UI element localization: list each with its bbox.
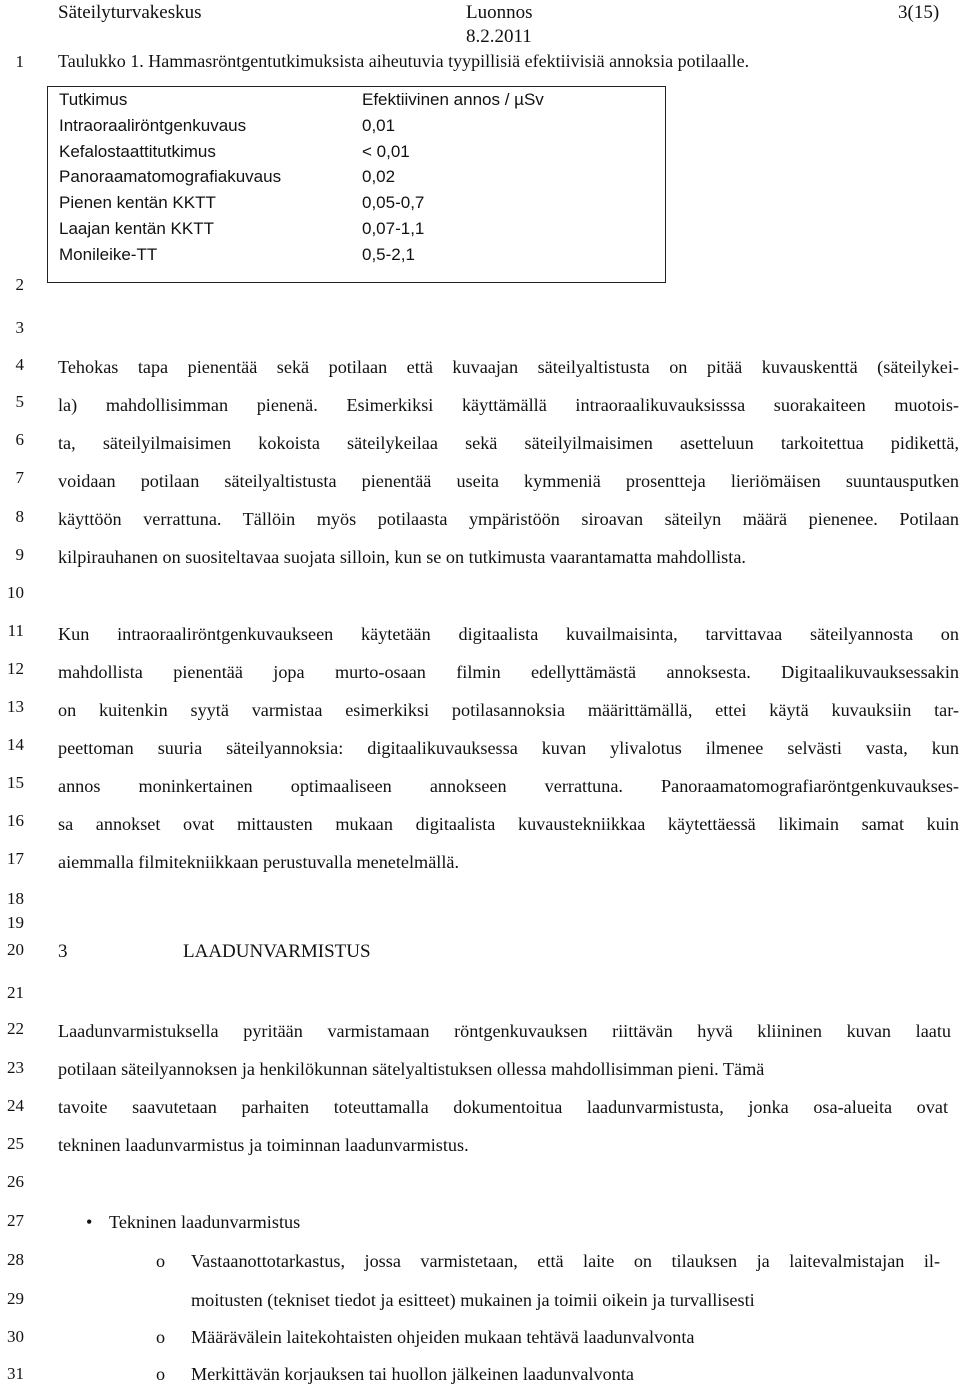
line-number: 20 bbox=[7, 940, 24, 959]
bullet-marker: • bbox=[86, 1212, 93, 1232]
sub-list-item: Merkittävän korjauksen tai huollon jälkeinen laadunvalvonta bbox=[191, 1364, 634, 1384]
line-number: 22 bbox=[7, 1019, 24, 1038]
line-number: 10 bbox=[7, 583, 24, 602]
line-number: 18 bbox=[7, 889, 24, 908]
line-number: 16 bbox=[7, 811, 24, 830]
line-number: 25 bbox=[7, 1134, 24, 1153]
line-number: 27 bbox=[7, 1211, 24, 1230]
line-number: 13 bbox=[7, 697, 24, 716]
line-number: 17 bbox=[7, 849, 24, 868]
paragraph-line: potilaan säteilyannoksen ja henkilökunnan sätelyaltistuksen ollessa mahdollisimman pieni. Tämä bbox=[58, 1059, 765, 1079]
line-number: 5 bbox=[15, 392, 24, 411]
line-number: 28 bbox=[7, 1250, 24, 1269]
table-caption: Taulukko 1. Hammasröntgentutkimuksista aiheutuvia tyypillisiä efektiivisiä annoksia potilaalle. bbox=[58, 51, 750, 71]
table-cell: Monileike-TT bbox=[59, 244, 158, 264]
table-row bbox=[48, 242, 666, 282]
paragraph-line: ta, säteilyilmaisimen kokoista säteilykeilaa sekä säteilyilmaisimen asetteluun tarkoitettua pidikettä, bbox=[58, 433, 959, 453]
line-number: 21 bbox=[7, 983, 24, 1002]
table-row bbox=[48, 164, 666, 190]
table-cell: 0,02 bbox=[362, 167, 396, 187]
line-number: 30 bbox=[7, 1327, 24, 1346]
sub-bullet-marker: o bbox=[156, 1364, 166, 1384]
line-number: 9 bbox=[15, 545, 24, 564]
paragraph-line: Tehokas tapa pienentää sekä potilaan että kuvaajan säteilyaltistusta on pitää kuvauskenttä (säteilykei- bbox=[58, 357, 959, 377]
table-cell: 0,07-1,1 bbox=[362, 218, 425, 238]
paragraph-line: tekninen laadunvarmistus ja toiminnan laadunvarmistus. bbox=[58, 1135, 469, 1155]
paragraph-line: annos moninkertainen optimaaliseen annokseen verrattuna. Panoraamatomografiaröntgenkuvaukses- bbox=[58, 776, 959, 796]
line-number: 1 bbox=[15, 52, 24, 71]
sub-bullet-marker: o bbox=[156, 1251, 166, 1271]
line-number: 12 bbox=[7, 659, 24, 678]
sub-bullet-marker: o bbox=[156, 1327, 166, 1347]
line-number: 2 bbox=[15, 275, 24, 294]
table-header-cell: Efektiivinen annos / µSv bbox=[362, 90, 544, 109]
header-status: Luonnos bbox=[466, 2, 533, 23]
paragraph-line: tavoite saavutetaan parhaiten toteuttamalla dokumentoitua laadunvarmistusta, jonka osa-alueita ovat bbox=[58, 1097, 948, 1117]
table-cell: Kefalostaattitutkimus bbox=[59, 141, 216, 161]
paragraph-line: voidaan potilaan säteilyaltistusta pienentää useita kymmeniä prosentteja lieriömäisen suuntausputken bbox=[58, 471, 959, 491]
table-cell: 0,5-2,1 bbox=[362, 244, 415, 264]
section-number: 3 bbox=[58, 941, 68, 962]
sub-list-item: moitusten (tekniset tiedot ja esitteet) mukainen ja toimii oikein ja turvallisesti bbox=[191, 1290, 755, 1310]
line-number: 26 bbox=[7, 1172, 24, 1191]
paragraph-line: la) mahdollisimman pienenä. Esimerkiksi käyttämällä intraoraalikuvauksisssa suorakaiteen muotois- bbox=[58, 395, 959, 415]
line-number: 15 bbox=[7, 773, 24, 792]
line-number: 6 bbox=[15, 430, 24, 449]
paragraph-line: Kun intraoraaliröntgenkuvaukseen käytetään digitaalista kuvailmaisinta, tarvittavaa säteilyannosta on bbox=[58, 624, 959, 644]
paragraph-line: Laadunvarmistuksella pyritään varmistamaan röntgenkuvauksen riittävän hyvä kliininen kuvan laatu bbox=[58, 1021, 951, 1041]
list-item: Tekninen laadunvarmistus bbox=[109, 1212, 301, 1232]
line-number: 4 bbox=[15, 355, 24, 374]
paragraph-line: mahdollista pienentää jopa murto-osaan filmin edellyttämästä annoksesta. Digitaalikuvauksessakin bbox=[58, 662, 959, 682]
paragraph-line: kilpirauhanen on suositeltavaa suojata silloin, kun se on tutkimusta vaarantamatta mahdollista. bbox=[58, 547, 746, 567]
sub-list-item: Vastaanottotarkastus, jossa varmistetaan, että laite on tilauksen ja laitevalmistajan il- bbox=[191, 1251, 940, 1271]
table-cell: Panoraamatomografiakuvaus bbox=[59, 167, 282, 187]
table-cell: Intraoraaliröntgenkuvaus bbox=[59, 115, 247, 135]
table-row bbox=[48, 113, 666, 139]
table-cell: Pienen kentän KKTT bbox=[59, 193, 216, 213]
line-number: 3 bbox=[15, 318, 24, 337]
table-cell: Laajan kentän KKTT bbox=[59, 218, 214, 238]
header-organization: Säteilyturvakeskus bbox=[58, 2, 202, 23]
line-number: 7 bbox=[15, 468, 24, 487]
sub-list-item: Määrävälein laitekohtaisten ohjeiden mukaan tehtävä laadunvalvonta bbox=[191, 1327, 695, 1347]
line-number: 19 bbox=[7, 913, 24, 932]
line-number: 23 bbox=[7, 1058, 24, 1077]
paragraph-line: aiemmalla filmitekniikkaan perustuvalla menetelmällä. bbox=[58, 852, 459, 872]
header-page-number: 3(15) bbox=[898, 2, 940, 23]
table-row bbox=[48, 139, 666, 165]
line-number: 8 bbox=[15, 507, 24, 526]
table-row bbox=[48, 190, 666, 216]
header-date: 8.2.2011 bbox=[466, 26, 532, 47]
paragraph-line: peettoman suuria säteilyannoksia: digitaalikuvauksessa kuvan ylivalotus ilmenee selvästi vasta, kun bbox=[58, 738, 959, 758]
table-cell: < 0,01 bbox=[362, 141, 410, 161]
table-cell: 0,05-0,7 bbox=[362, 193, 425, 213]
table-header-cell: Tutkimus bbox=[59, 90, 128, 109]
table-row bbox=[48, 216, 666, 242]
line-number: 11 bbox=[7, 621, 24, 640]
line-number: 24 bbox=[7, 1096, 24, 1115]
table-cell: 0,01 bbox=[362, 115, 396, 135]
line-number: 29 bbox=[7, 1289, 24, 1308]
section-title: LAADUNVARMISTUS bbox=[183, 941, 371, 962]
line-number: 14 bbox=[7, 735, 24, 754]
line-number: 31 bbox=[7, 1364, 24, 1383]
dose-table bbox=[47, 86, 666, 283]
paragraph-line: on kuitenkin syytä varmistaa esimerkiksi potilasannoksia määrittämällä, ettei käytä kuvauksiin tar- bbox=[58, 700, 959, 720]
paragraph-line: sa annokset ovat mittausten mukaan digitaalista kuvaustekniikkaa käytettäessä likimain samat kuin bbox=[58, 814, 959, 834]
paragraph-line: käyttöön verrattuna. Tällöin myös potilaasta ympäristöön siroavan säteilyn määrä pienenee. Potilaan bbox=[58, 509, 959, 529]
table-header-row bbox=[48, 87, 666, 113]
